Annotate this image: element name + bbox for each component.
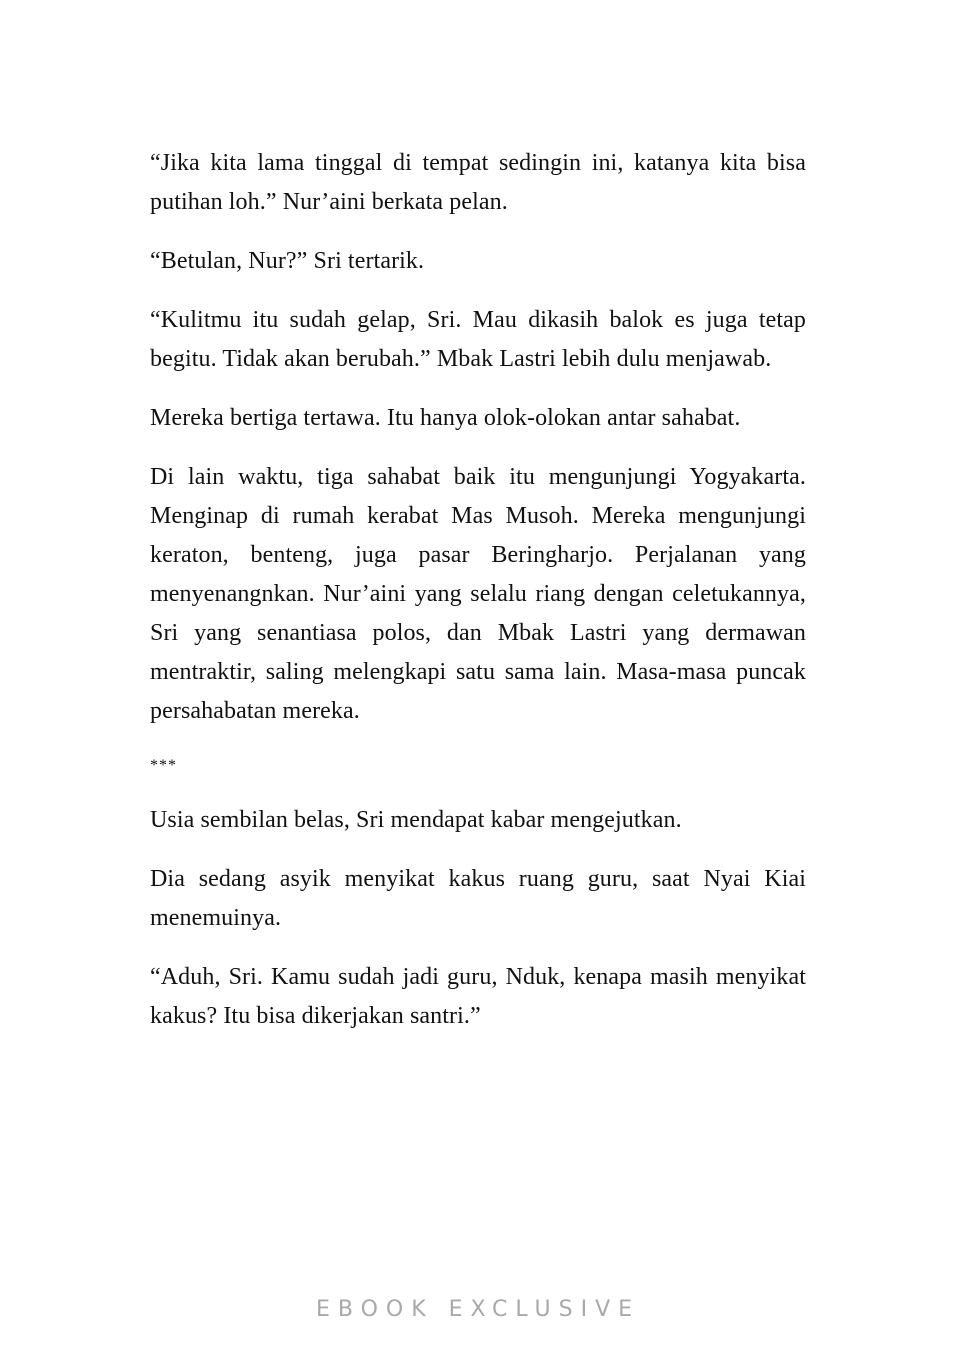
- paragraph: “Kulitmu itu sudah gelap, Sri. Mau dikasih balok es juga tetap begitu. Tidak akan berubah.” Mbak Lastri lebih dulu menjawab.: [150, 307, 806, 372]
- footer-label: EBOOK EXCLUSIVE: [315, 1297, 641, 1322]
- paragraph: “Aduh, Sri. Kamu sudah jadi guru, Nduk, kenapa masih menyikat kakus? Itu bisa dikerjakan santri.”: [150, 964, 806, 1029]
- paragraph: “Jika kita lama tinggal di tempat sedingin ini, katanya kita bisa putihan loh.” Nur’aini berkata pelan.: [150, 150, 806, 215]
- paragraph: Dia sedang asyik menyikat kakus ruang guru, saat Nyai Kiai menemuinya.: [150, 866, 806, 931]
- paragraph: Di lain waktu, tiga sahabat baik itu mengunjungi Yogyakarta. Menginap di rumah kerabat Mas Musoh. Mereka mengunjungi keraton, benteng, juga pasar Beringharjo. Perjalanan yang menyenangnkan. Nur’aini yang selalu riang dengan celetukannya, Sri yang senantiasa polos, dan Mbak Lastri yang dermawan mentraktir, saling melengkapi satu sama lain. Masa-masa puncak persahabatan mereka.: [150, 464, 806, 724]
- page-body: [150, 144, 806, 1056]
- paragraph: Mereka bertiga tertawa. Itu hanya olok-olokan antar sahabat.: [150, 405, 741, 431]
- scene-break: ***: [150, 757, 177, 774]
- paragraph: Usia sembilan belas, Sri mendapat kabar mengejutkan.: [150, 807, 682, 833]
- paragraph: “Betulan, Nur?” Sri tertarik.: [150, 248, 425, 274]
